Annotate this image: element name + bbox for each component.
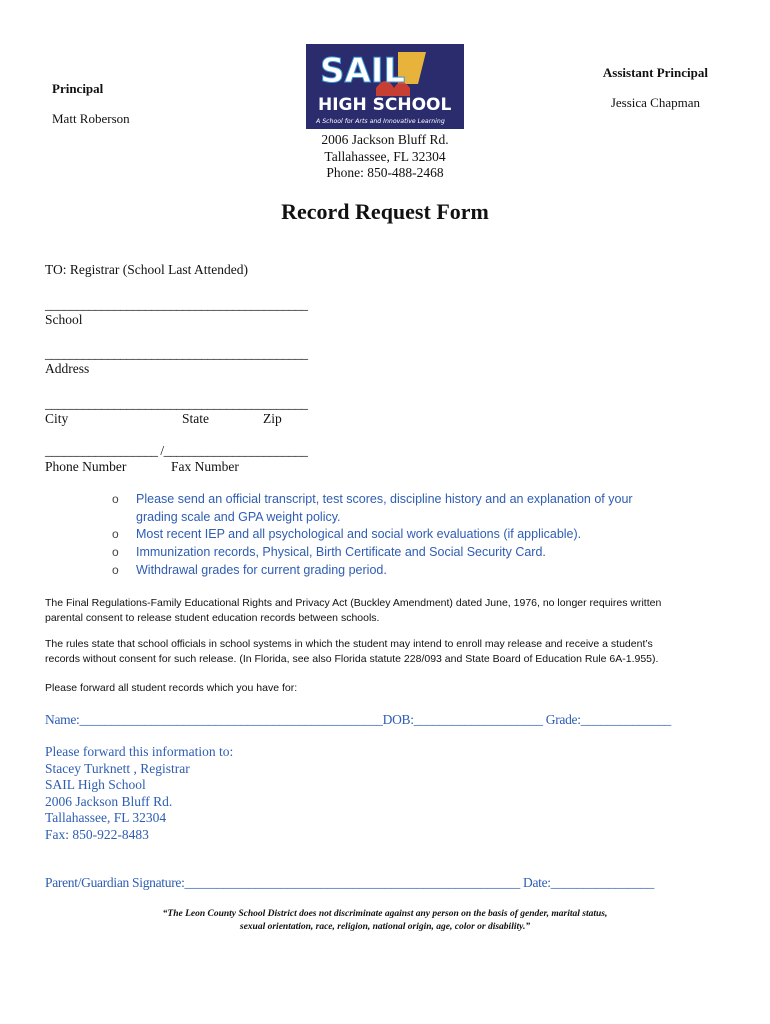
form-title: Record Request Form [281, 199, 489, 224]
school-address [285, 132, 485, 182]
student-info-fields[interactable]: Name:_______________________________________________DOB:____________________ Grade:______________ [45, 712, 671, 727]
ferpa-line-2: parental consent to release student education records between schools. [45, 612, 380, 624]
forward-heading: Please forward this information to: [45, 744, 234, 759]
address-field[interactable]: __________________________________________ [45, 346, 308, 361]
address-label: Address [45, 361, 90, 376]
address-line-3: Phone: 850-488-2468 [326, 165, 444, 180]
city-state-zip-field[interactable]: __________________________________________ [45, 396, 308, 411]
rules-line-2: records without consent for such release. (In Florida, see also Florida statute 228/093 and State Board of Education Rule 6A-1.955). [45, 653, 659, 665]
street-address: 2006 Jackson Bluff Rd. [45, 793, 173, 809]
fax-number: Fax: 850-922-8483 [45, 826, 149, 842]
request-text: Please send an official transcript, test scores, discipline history and an explanation of your [136, 492, 633, 506]
rules-line-1: The rules state that school officials in school systems in which the student may intend to enroll may release and receive a student’s [45, 638, 653, 650]
forward-to-block [45, 744, 233, 843]
school-field[interactable]: __________________________________________ [45, 297, 308, 312]
logo-text-mid: HIGH SCHOOL [318, 95, 452, 115]
school-name: SAIL High School [45, 777, 146, 792]
logo-text-top: SAIL [320, 51, 406, 91]
registrar-name: Stacey Turknett , Registrar [45, 760, 190, 776]
principal-title: Principal [52, 81, 104, 96]
forward-all-text: Please forward all student records which you have for: [45, 682, 298, 694]
rules-paragraph [45, 637, 735, 667]
request-item [112, 561, 387, 579]
address-line-2: Tallahassee, FL 32304 [324, 148, 446, 164]
logo-graphic [306, 44, 464, 129]
disclaimer-line-2: sexual orientation, race, religion, national origin, age, color or disability.” [239, 922, 531, 932]
logo-tagline: A School for Arts and Innovative Learning [316, 118, 445, 125]
city-state-zip: Tallahassee, FL 32304 [45, 810, 167, 825]
request-item [112, 543, 546, 561]
bullet-icon: o [112, 527, 119, 541]
school-label: School [45, 312, 83, 327]
assistant-principal-name: Jessica Chapman [610, 95, 700, 110]
zip-label: Zip [263, 411, 282, 426]
bullet-icon: o [112, 545, 119, 559]
request-item [112, 525, 581, 543]
principal-name: Matt Roberson [52, 111, 130, 126]
non-discrimination-statement [0, 908, 770, 934]
city-label: City [45, 411, 69, 426]
ferpa-paragraph [45, 596, 735, 626]
assistant-principal-title: Assistant Principal [602, 65, 708, 80]
request-text-cont: grading scale and GPA weight policy. [136, 510, 341, 524]
request-item [112, 490, 633, 526]
bullet-icon: o [112, 492, 119, 506]
address-line-1: 2006 Jackson Bluff Rd. [321, 132, 449, 147]
request-text: Immunization records, Physical, Birth Certificate and Social Security Card. [136, 545, 546, 559]
request-text: Withdrawal grades for current grading period. [136, 563, 387, 577]
school-logo [306, 44, 464, 129]
phone-fax-field[interactable]: __________________ /_______________________ [45, 443, 308, 458]
request-text: Most recent IEP and all psychological and social work evaluations (if applicable). [136, 527, 582, 541]
state-label: State [182, 411, 209, 426]
ferpa-line-1: The Final Regulations-Family Educational Rights and Privacy Act (Buckley Amendment) dated June, 1976, no longer requires written [45, 597, 662, 609]
bullet-icon: o [112, 563, 119, 577]
fax-label: Fax Number [171, 459, 239, 474]
disclaimer-line-1: “The Leon County School District does not discriminate against any person on the basis of gender, marital status, [162, 909, 608, 919]
phone-label: Phone Number [45, 459, 127, 474]
signature-date-fields[interactable]: Parent/Guardian Signature:____________________________________________________ Date:________________ [45, 875, 654, 890]
to-line: TO: Registrar (School Last Attended) [45, 262, 248, 277]
